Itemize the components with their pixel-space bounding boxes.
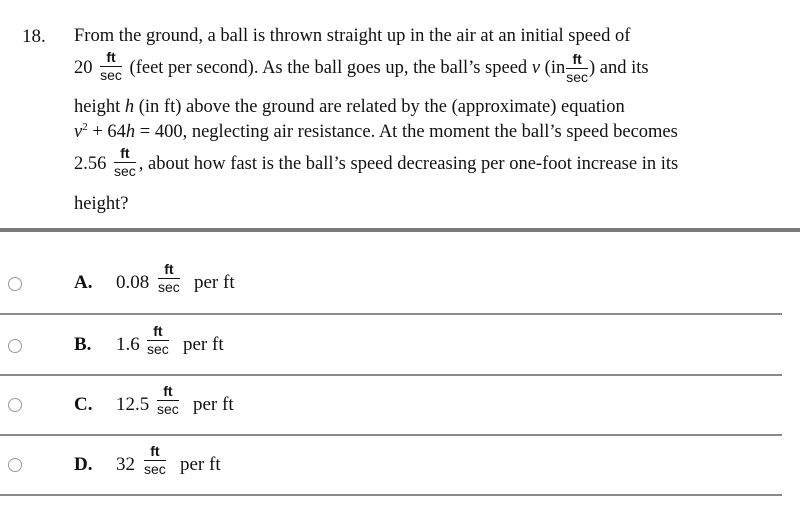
question-line-1: From the ground, a ball is thrown straight up in the air at an initial speed of (74, 26, 631, 46)
option-divider (0, 374, 782, 376)
option-d-unit (144, 444, 166, 477)
variable-h: h (125, 122, 136, 143)
unit-fraction (157, 384, 179, 417)
line-3-pre: height (74, 97, 121, 117)
unit-numerator: ft (106, 49, 116, 65)
option-d-letter: D. (74, 454, 93, 475)
unit-denominator: sec (144, 461, 166, 477)
option-a-value: 0.08 (116, 272, 150, 293)
unit-denominator: sec (147, 341, 169, 357)
unit-fraction (566, 52, 588, 85)
line-5-post: , about how fast is the ball’s speed decreasing per one-foot increase in its (138, 153, 679, 174)
unit-numerator: ft (163, 383, 173, 399)
unit-denominator: sec (566, 69, 589, 85)
option-d-value: 32 (116, 454, 135, 475)
option-b-letter: B. (74, 334, 92, 355)
option-divider (0, 434, 782, 436)
option-divider (0, 313, 782, 315)
question-divider (0, 228, 800, 232)
line-4-post: = 400, neglecting air resistance. At the moment the ball’s speed becomes (135, 122, 678, 143)
question-line-6: height? (74, 194, 129, 214)
option-a-radio[interactable] (8, 277, 22, 291)
variable-v: v (531, 57, 541, 78)
question-line-3 (74, 97, 625, 118)
line-3-post: (in ft) above the ground are related by the (approximate) equation (138, 97, 625, 117)
option-b-value: 1.6 (116, 334, 140, 355)
option-a-letter: A. (74, 272, 93, 293)
option-divider (0, 494, 782, 496)
equation-mid: + 64 (87, 122, 126, 143)
unit-numerator: ft (150, 443, 160, 459)
unit-numerator: ft (164, 261, 174, 277)
unit-numerator: ft (572, 51, 582, 67)
unit-numerator: ft (153, 323, 163, 339)
unit-denominator: sec (100, 67, 122, 83)
variable-v: v (74, 122, 83, 143)
question-line-2 (74, 49, 649, 85)
variable-h: h (124, 97, 135, 117)
unit-numerator: ft (120, 145, 130, 161)
option-c-unit (157, 384, 179, 417)
speed-value: 2.56 (74, 153, 107, 174)
question-number: 18. (22, 26, 46, 47)
unit-fraction (114, 146, 136, 179)
unit-fraction (100, 50, 122, 83)
option-a-per: per ft (194, 272, 235, 293)
option-c-letter: C. (74, 394, 93, 415)
option-c-per: per ft (193, 394, 234, 415)
unit-fraction (144, 444, 166, 477)
unit-denominator: sec (114, 163, 136, 179)
line-2-in: (in (544, 57, 566, 78)
option-a-unit (158, 262, 180, 295)
question-line-5 (74, 145, 679, 179)
unit-fraction (158, 262, 180, 295)
exponent: 2 (82, 121, 88, 133)
option-c-radio[interactable] (8, 398, 22, 412)
option-d-radio[interactable] (8, 458, 22, 472)
unit-fraction (147, 324, 169, 357)
line-2-text: (feet per second). As the ball goes up, the ball’s speed (129, 57, 528, 78)
option-b-unit (147, 324, 169, 357)
option-c-value: 12.5 (116, 394, 150, 415)
initial-speed-value: 20 (74, 57, 93, 78)
option-b-radio[interactable] (8, 339, 22, 353)
unit-denominator: sec (157, 401, 179, 417)
line-2-close: ) and its (589, 57, 649, 78)
option-d-per: per ft (180, 454, 221, 475)
question-line-4 (74, 121, 678, 143)
option-b-per: per ft (183, 334, 224, 355)
unit-denominator: sec (158, 279, 180, 295)
